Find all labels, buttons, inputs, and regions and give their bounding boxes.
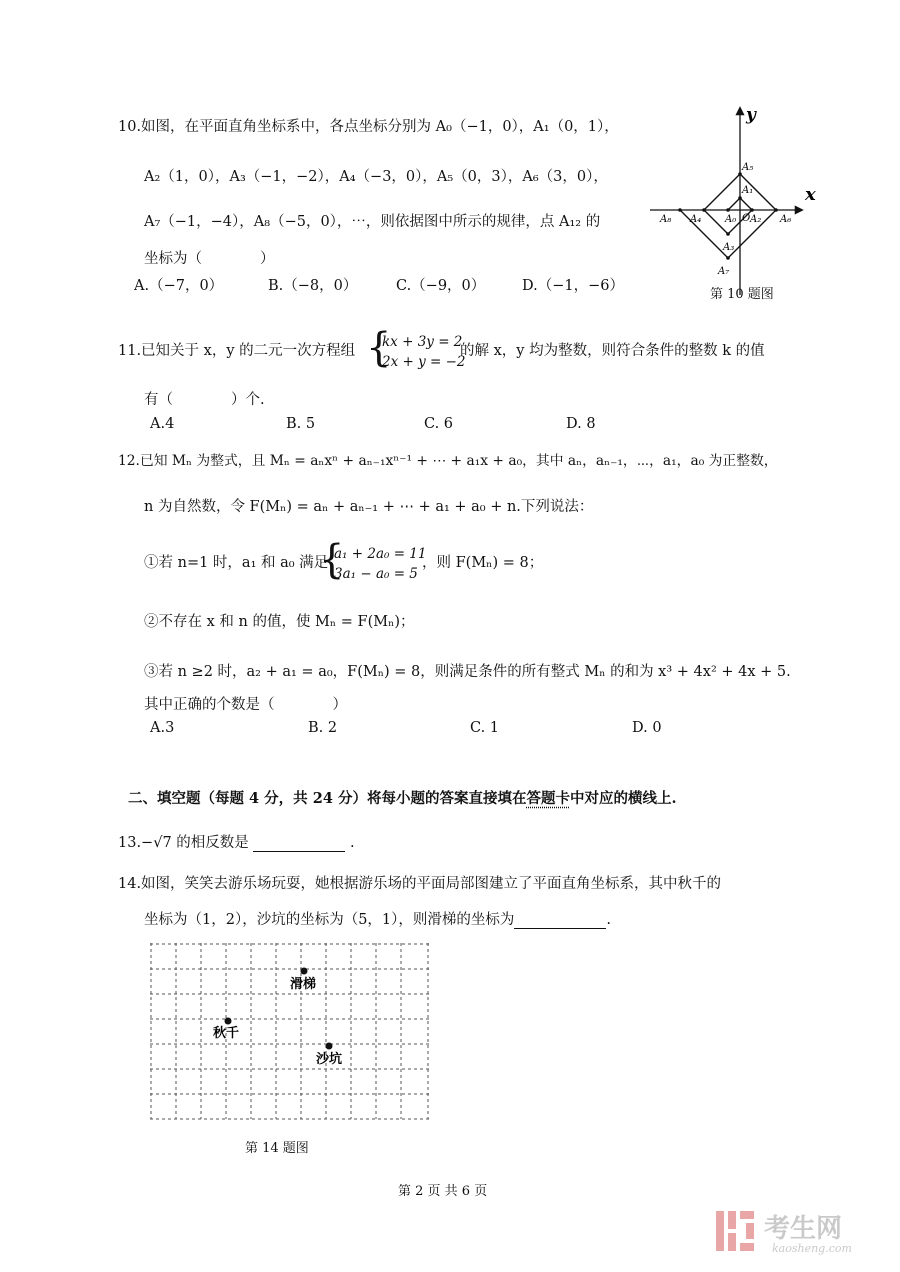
q14-line2-prefix: 坐标为（1，2），沙坑的坐标为（5，1），则滑梯的坐标为: [144, 912, 515, 928]
label-a7: A₇: [718, 266, 730, 277]
label-origin: O: [742, 213, 751, 224]
y-axis-label: y: [746, 105, 756, 125]
watermark-mark: [712, 1205, 882, 1257]
label-a1: A₁: [742, 185, 754, 196]
q10-option-d: D.（−1，−6）: [522, 278, 624, 294]
slide-label: 滑梯: [290, 977, 317, 992]
q10-option-a: A.（−7，0）: [134, 278, 224, 294]
page-footer: 第 2 页 共 6 页: [398, 1184, 488, 1199]
sandpit-label: 沙坑: [316, 1052, 343, 1067]
q12-option-c: C. 1: [470, 720, 500, 736]
q12-brace: {: [319, 537, 345, 583]
label-a6: A₆: [780, 214, 792, 225]
q11-brace: {: [366, 325, 392, 371]
q11-eq2: 2x + y = −2: [382, 354, 466, 370]
slide-point: [301, 968, 308, 975]
q14-figure-caption: 第 14 题图: [245, 1141, 309, 1156]
q12-statement1-suffix: ，则 F(Mₙ) = 8；: [422, 555, 544, 571]
q11-line2: 有（ ）个.: [144, 392, 265, 408]
q14-figure: [150, 943, 432, 1125]
label-a0: A₀: [725, 214, 737, 225]
q12-system: [334, 544, 426, 584]
q10-line1: 10.如图，在平面直角坐标系中，各点坐标分别为 A₀（−1，0），A₁（0，1），: [118, 119, 619, 135]
q14-line2: [144, 911, 611, 929]
q11-eq1: kx + 3y = 2: [382, 334, 463, 350]
watermark-en: kaosheng.com: [772, 1242, 852, 1255]
q11-option-c: C. 6: [424, 416, 454, 432]
q13-answer-blank[interactable]: [253, 837, 345, 852]
q12-statement1-prefix: ①若 n=1 时，a₁ 和 a₀ 满足: [144, 555, 329, 571]
swing-point: [225, 1018, 232, 1025]
section2-heading-b: 答题卡: [526, 790, 570, 807]
q12-s1-eq1: a₁ + 2a₀ = 11: [334, 546, 427, 562]
q12-option-d: D. 0: [632, 720, 662, 736]
q14-answer-blank[interactable]: [514, 914, 606, 929]
q12-option-b: B. 2: [308, 720, 338, 736]
q12-question: 其中正确的个数是（ ）: [144, 697, 347, 713]
q12-line1: 12.已知 Mₙ 为整式，且 Mₙ = aₙxⁿ + aₙ₋₁xⁿ⁻¹ + ⋯ + a₁x + a₀，其中 aₙ，aₙ₋₁，⋯，a₁，a₀ 为正整数，: [118, 453, 778, 469]
label-a8: A₈: [660, 214, 672, 225]
q10-figure: [650, 100, 830, 310]
q12-statement2: ②不存在 x 和 n 的值，使 Mₙ = F(Mₙ)；: [144, 614, 415, 630]
label-a5: A₅: [742, 162, 754, 173]
q10-line4: 坐标为（ ）: [144, 251, 275, 267]
q11-option-a: A.4: [150, 416, 175, 432]
label-a4: A₄: [690, 214, 702, 225]
x-axis-label: x: [805, 184, 816, 205]
q10-option-b: B.（−8，0）: [268, 278, 358, 294]
q14-line1: 14.如图，笑笑去游乐场玩耍，她根据游乐场的平面局部图建立了平面直角坐标系，其中秋千的: [118, 876, 722, 892]
q14-grid: [150, 943, 430, 1119]
watermark-cn: 考生网: [764, 1214, 843, 1244]
q13: [118, 834, 355, 852]
q13-prefix: 13.−√7 的相反数是: [118, 835, 249, 851]
q10-option-c: C.（−9，0）: [396, 278, 486, 294]
q12-s1-eq2: 3a₁ − a₀ = 5: [334, 566, 418, 582]
q13-suffix: .: [350, 835, 355, 851]
q11-prefix: 11.已知关于 x，y 的二元一次方程组: [118, 343, 356, 359]
q14-line2-suffix: .: [606, 912, 612, 928]
label-a2: A₂: [750, 214, 762, 225]
q12-statement3: ③若 n ≥2 时，a₂ + a₁ = a₀，F(Mₙ) = 8，则满足条件的所有整式 Mₙ 的和为 x³ + 4x² + 4x + 5.: [144, 664, 791, 680]
section2-heading-a: 二、填空题（每题 4 分，共 24 分）将每小题的答案直接填在: [128, 790, 527, 807]
sandpit-point: [326, 1043, 333, 1050]
q11-system: [382, 332, 466, 372]
q11-option-b: B. 5: [286, 416, 316, 432]
q10-line3: A₇（−1，−4），A₈（−5，0），⋯，则依据图中所示的规律，点 A₁₂ 的: [144, 214, 601, 230]
q11-option-d: D. 8: [566, 416, 596, 432]
label-a3: A₃: [723, 242, 735, 253]
q10-figure-caption: 第 10 题图: [710, 287, 774, 302]
q11-suffix: 的解 x，y 均为整数，则符合条件的整数 k 的值: [460, 343, 765, 359]
q10-line2: A₂（1，0），A₃（−1，−2），A₄（−3，0），A₅（0，3），A₆（3，0），: [144, 169, 608, 185]
swing-label: 秋千: [213, 1026, 240, 1041]
q12-line2: n 为自然数，令 F(Mₙ) = aₙ + aₙ₋₁ + ⋯ + a₁ + a₀ + n.下列说法：: [144, 499, 594, 515]
watermark-logo: [712, 1205, 882, 1257]
q12-option-a: A.3: [150, 720, 175, 736]
section2-heading: [128, 790, 677, 808]
section2-heading-c: 中对应的横线上.: [569, 790, 677, 807]
